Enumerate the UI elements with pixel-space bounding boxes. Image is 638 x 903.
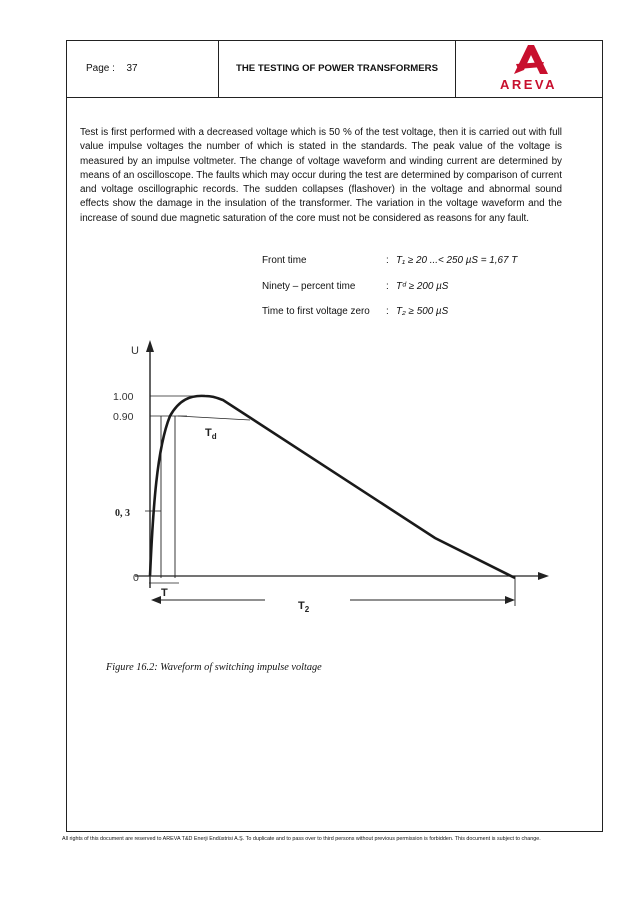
areva-logo bbox=[456, 40, 601, 97]
td-span bbox=[178, 416, 250, 420]
page-number: 37 bbox=[126, 63, 138, 74]
tick-0-3: 0, 3 bbox=[115, 508, 130, 519]
figure-caption: Figure 16.2: Waveform of switching impulse voltage bbox=[106, 662, 322, 673]
param-label: Time to first voltage zero bbox=[262, 306, 370, 317]
param-label: Front time bbox=[262, 255, 307, 266]
body-paragraph: Test is first performed with a decreased voltage which is 50 % of the test voltage, then it is carried out with full value impulse voltages the number of which is stated in the standards. The peak value of the voltage is measured by an impulse voltmeter. The change of voltage waveform and winding current are determined by means of an oscilloscope. The faults which may occur during the test are determined by comparison of current and voltage oscillographic records. The sudden collapses (flashover) in the voltage and abnormal sound effects show the damage in the insulation of the transformer. The variation in the voltage waveform and the increase of sound due magnetic saturation of the core must not be considered as reasons for any fault. bbox=[80, 127, 562, 224]
tick-0: 0 bbox=[133, 572, 139, 584]
y-axis-arrow bbox=[146, 340, 154, 352]
param-value: Tᵈ ≥ 200 µS bbox=[396, 281, 449, 292]
page-label: Page : bbox=[86, 63, 115, 74]
page-number-cell bbox=[66, 40, 219, 97]
param-ninety-percent-time: Ninety – percent time : Tᵈ ≥ 200 µS bbox=[262, 281, 449, 292]
y-axis-label: U bbox=[131, 345, 139, 357]
param-time-to-zero: Time to first voltage zero : T₂ ≥ 500 µS bbox=[262, 306, 449, 317]
param-label: Ninety – percent time bbox=[262, 281, 356, 292]
document-title: THE TESTING OF POWER TRANSFORMERS bbox=[219, 40, 456, 97]
param-value: T₂ ≥ 500 µS bbox=[396, 306, 449, 317]
impulse-waveform-figure bbox=[95, 338, 555, 628]
param-front-time: Front time : T₁ ≥ 20 ...< 250 µS = 1,67 T bbox=[262, 255, 518, 266]
footer-notice: All rights of this document are reserved to AREVA T&D Enerji Endüstrisi A.Ş. To duplicate and to pass over to third persons without previous permission is forbidden. This document is subject to change. bbox=[62, 836, 541, 842]
x-axis-arrow bbox=[538, 572, 549, 580]
t2-arrow-right bbox=[505, 596, 515, 604]
waveform-curve bbox=[150, 396, 515, 578]
param-value: T₁ ≥ 20 ...< 250 µS = 1,67 T bbox=[396, 255, 518, 266]
areva-a-icon bbox=[456, 40, 601, 78]
tick-0-90: 0.90 bbox=[113, 411, 134, 423]
t2-arrow-left bbox=[151, 596, 161, 604]
label-td: $T_d$ bbox=[205, 427, 217, 441]
waveform-diagram bbox=[95, 338, 555, 628]
tick-1-00: 1.00 bbox=[113, 391, 134, 403]
areva-logo-text: AREVA bbox=[499, 77, 558, 92]
label-t2: $T_2$ bbox=[298, 600, 310, 614]
label-t: T bbox=[161, 587, 168, 599]
header bbox=[66, 40, 603, 98]
